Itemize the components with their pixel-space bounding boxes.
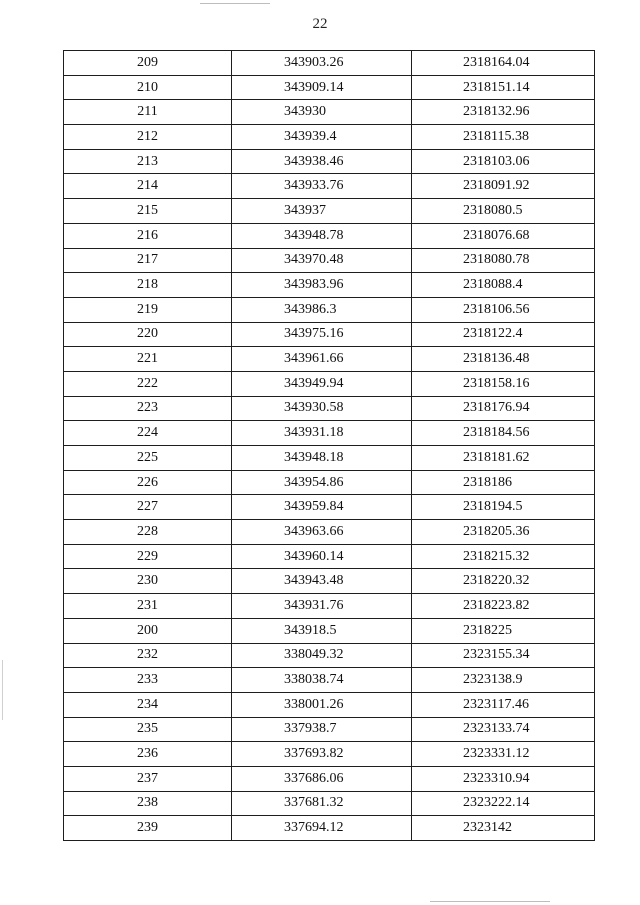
y-coordinate-cell: 2318225 [412, 618, 595, 643]
y-coordinate-cell: 2318181.62 [412, 446, 595, 471]
y-coordinate-cell: 2318158.16 [412, 371, 595, 396]
page-number: 22 [312, 16, 328, 32]
x-coordinate-cell: 343948.78 [232, 223, 412, 248]
point-number-cell: 215 [64, 199, 232, 224]
table-row [64, 371, 595, 396]
point-number-cell: 230 [64, 569, 232, 594]
x-coordinate-cell: 343930 [232, 100, 412, 125]
y-coordinate-cell: 2318080.78 [412, 248, 595, 273]
y-coordinate-cell: 2318184.56 [412, 421, 595, 446]
x-coordinate-cell: 343949.94 [232, 371, 412, 396]
table-row [64, 51, 595, 76]
point-number-cell: 237 [64, 766, 232, 791]
y-coordinate-cell: 2318122.4 [412, 322, 595, 347]
table-row [64, 520, 595, 545]
y-coordinate-cell: 2318151.14 [412, 75, 595, 100]
y-coordinate-cell: 2323133.74 [412, 717, 595, 742]
table-row [64, 100, 595, 125]
table-row [64, 618, 595, 643]
table-row [64, 75, 595, 100]
scan-artifact-line [200, 3, 270, 4]
x-coordinate-cell: 343970.48 [232, 248, 412, 273]
coordinates-table [63, 50, 595, 841]
point-number-cell: 227 [64, 495, 232, 520]
y-coordinate-cell: 2318132.96 [412, 100, 595, 125]
x-coordinate-cell: 343937 [232, 199, 412, 224]
y-coordinate-cell: 2323222.14 [412, 791, 595, 816]
table-row [64, 668, 595, 693]
coordinates-table-body [64, 51, 595, 841]
table-row [64, 717, 595, 742]
y-coordinate-cell: 2318103.06 [412, 149, 595, 174]
y-coordinate-cell: 2318220.32 [412, 569, 595, 594]
table-row [64, 125, 595, 150]
table-row [64, 248, 595, 273]
x-coordinate-cell: 343943.48 [232, 569, 412, 594]
point-number-cell: 236 [64, 742, 232, 767]
table-row [64, 446, 595, 471]
point-number-cell: 214 [64, 174, 232, 199]
x-coordinate-cell: 337938.7 [232, 717, 412, 742]
table-row [64, 149, 595, 174]
x-coordinate-cell: 343931.76 [232, 594, 412, 619]
table-row [64, 742, 595, 767]
table-row [64, 347, 595, 372]
point-number-cell: 219 [64, 297, 232, 322]
table-row [64, 569, 595, 594]
x-coordinate-cell: 343963.66 [232, 520, 412, 545]
y-coordinate-cell: 2318176.94 [412, 396, 595, 421]
point-number-cell: 223 [64, 396, 232, 421]
y-coordinate-cell: 2318136.48 [412, 347, 595, 372]
y-coordinate-cell: 2318091.92 [412, 174, 595, 199]
y-coordinate-cell: 2323155.34 [412, 643, 595, 668]
table-row [64, 199, 595, 224]
table-row [64, 791, 595, 816]
x-coordinate-cell: 337693.82 [232, 742, 412, 767]
y-coordinate-cell: 2318186 [412, 470, 595, 495]
y-coordinate-cell: 2318076.68 [412, 223, 595, 248]
table-row [64, 421, 595, 446]
x-coordinate-cell: 337694.12 [232, 816, 412, 841]
x-coordinate-cell: 338001.26 [232, 692, 412, 717]
point-number-cell: 234 [64, 692, 232, 717]
y-coordinate-cell: 2318223.82 [412, 594, 595, 619]
x-coordinate-cell: 343903.26 [232, 51, 412, 76]
point-number-cell: 226 [64, 470, 232, 495]
x-coordinate-cell: 343954.86 [232, 470, 412, 495]
x-coordinate-cell: 343961.66 [232, 347, 412, 372]
point-number-cell: 233 [64, 668, 232, 693]
point-number-cell: 224 [64, 421, 232, 446]
table-row [64, 816, 595, 841]
point-number-cell: 221 [64, 347, 232, 372]
table-row [64, 273, 595, 298]
table-row [64, 643, 595, 668]
point-number-cell: 238 [64, 791, 232, 816]
point-number-cell: 210 [64, 75, 232, 100]
point-number-cell: 213 [64, 149, 232, 174]
table-row [64, 766, 595, 791]
x-coordinate-cell: 343938.46 [232, 149, 412, 174]
y-coordinate-cell: 2318106.56 [412, 297, 595, 322]
point-number-cell: 229 [64, 544, 232, 569]
point-number-cell: 232 [64, 643, 232, 668]
point-number-cell: 235 [64, 717, 232, 742]
table-row [64, 174, 595, 199]
point-number-cell: 220 [64, 322, 232, 347]
y-coordinate-cell: 2318080.5 [412, 199, 595, 224]
y-coordinate-cell: 2323142 [412, 816, 595, 841]
point-number-cell: 228 [64, 520, 232, 545]
x-coordinate-cell: 343933.76 [232, 174, 412, 199]
point-number-cell: 239 [64, 816, 232, 841]
x-coordinate-cell: 343959.84 [232, 495, 412, 520]
y-coordinate-cell: 2323331.12 [412, 742, 595, 767]
scan-margin-line [2, 660, 3, 720]
y-coordinate-cell: 2318115.38 [412, 125, 595, 150]
table-row [64, 495, 595, 520]
x-coordinate-cell: 337681.32 [232, 791, 412, 816]
table-row [64, 223, 595, 248]
point-number-cell: 216 [64, 223, 232, 248]
x-coordinate-cell: 343975.16 [232, 322, 412, 347]
y-coordinate-cell: 2318215.32 [412, 544, 595, 569]
point-number-cell: 231 [64, 594, 232, 619]
table-row [64, 470, 595, 495]
x-coordinate-cell: 338038.74 [232, 668, 412, 693]
point-number-cell: 200 [64, 618, 232, 643]
table-row [64, 594, 595, 619]
point-number-cell: 212 [64, 125, 232, 150]
x-coordinate-cell: 343918.5 [232, 618, 412, 643]
point-number-cell: 222 [64, 371, 232, 396]
point-number-cell: 218 [64, 273, 232, 298]
y-coordinate-cell: 2318194.5 [412, 495, 595, 520]
y-coordinate-cell: 2318164.04 [412, 51, 595, 76]
y-coordinate-cell: 2318088.4 [412, 273, 595, 298]
point-number-cell: 209 [64, 51, 232, 76]
y-coordinate-cell: 2323138.9 [412, 668, 595, 693]
point-number-cell: 217 [64, 248, 232, 273]
scan-artifact-line [430, 901, 550, 902]
table-row [64, 297, 595, 322]
point-number-cell: 225 [64, 446, 232, 471]
table-row [64, 396, 595, 421]
x-coordinate-cell: 343931.18 [232, 421, 412, 446]
x-coordinate-cell: 338049.32 [232, 643, 412, 668]
y-coordinate-cell: 2318205.36 [412, 520, 595, 545]
x-coordinate-cell: 343939.4 [232, 125, 412, 150]
x-coordinate-cell: 343960.14 [232, 544, 412, 569]
x-coordinate-cell: 337686.06 [232, 766, 412, 791]
table-row [64, 692, 595, 717]
x-coordinate-cell: 343948.18 [232, 446, 412, 471]
point-number-cell: 211 [64, 100, 232, 125]
y-coordinate-cell: 2323310.94 [412, 766, 595, 791]
x-coordinate-cell: 343909.14 [232, 75, 412, 100]
y-coordinate-cell: 2323117.46 [412, 692, 595, 717]
table-row [64, 322, 595, 347]
x-coordinate-cell: 343930.58 [232, 396, 412, 421]
table-row [64, 544, 595, 569]
x-coordinate-cell: 343986.3 [232, 297, 412, 322]
x-coordinate-cell: 343983.96 [232, 273, 412, 298]
